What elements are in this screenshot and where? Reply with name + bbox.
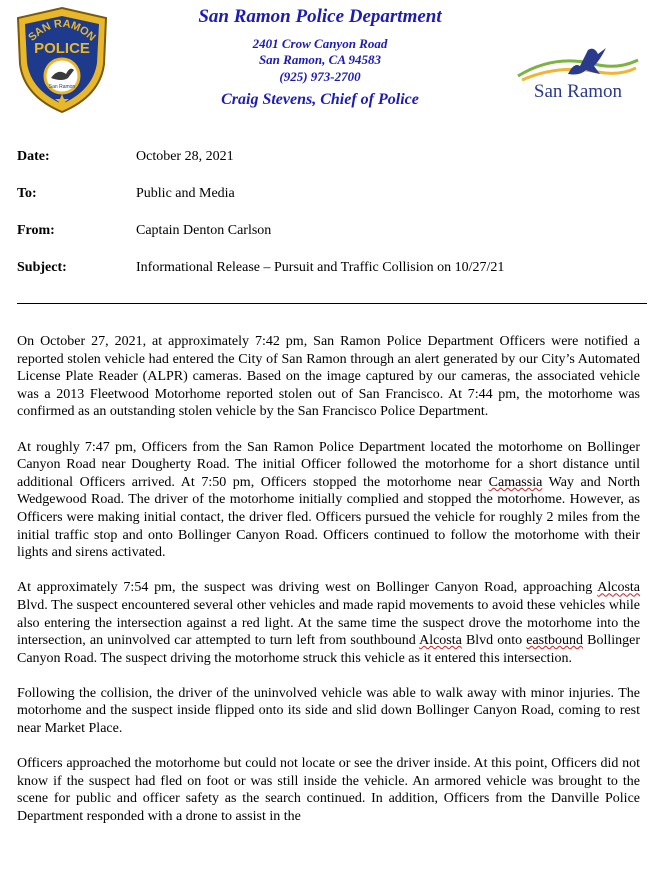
letterhead — [0, 0, 657, 120]
paragraph-1: On October 27, 2021, at approximately 7:42 pm, San Ramon Police Department Officers were notified a reported stolen vehicle had entered the City of San Ramon through an alert generated by our City’s Automated License Plate Reader (ALPR) cameras. Based on the image captured by our cameras, the associated vehicle was a 2013 Fleetwood Motorhome reported stolen out of San Francisco. At 7:44 pm, the motorhome was confirmed as an outstanding stolen vehicle by the San Francisco Police Department. — [17, 334, 640, 420]
from-label: From: — [17, 223, 55, 238]
phone-number: (925) 973-2700 — [279, 69, 361, 84]
address-line-2: San Ramon, CA 94583 — [258, 52, 382, 67]
street-name-alcosta-2: Alcosta — [419, 633, 462, 649]
memo-date-row — [17, 144, 647, 181]
date-label: Date: — [17, 149, 50, 164]
to-value: Public and Media — [136, 186, 235, 201]
release-body — [17, 333, 640, 843]
date-value: October 28, 2021 — [136, 149, 234, 164]
subject-label: Subject: — [17, 260, 67, 275]
badge-inner-text: San Ramon — [48, 84, 76, 90]
memo-from-row — [17, 218, 647, 255]
divider — [17, 303, 647, 304]
paragraph-2-part-a: At roughly 7:47 pm, Officers from the San Ramon Police Department located the motorhome on Bollinger Canyon Road near Dougherty Road. The initial Officer followed the motorhome for a short distance until additional Officers arrived. At 7:50 pm, Officers stopped the motorhome near — [17, 439, 640, 490]
memo-header — [17, 144, 647, 292]
badge-top-text: SAN RAMON — [26, 17, 98, 44]
police-badge-icon — [14, 6, 110, 114]
paragraph-3-part-c: Blvd onto — [461, 633, 527, 649]
badge-main-text: POLICE — [34, 40, 90, 57]
from-value: Captain Denton Carlson — [136, 223, 272, 238]
street-name-alcosta-1: Alcosta — [597, 580, 640, 596]
word-eastbound: eastbound — [526, 633, 584, 649]
city-logo — [514, 40, 642, 102]
street-name-camassia: Camassia — [488, 474, 543, 490]
paragraph-4: Following the collision, the driver of the uninvolved vehicle was able to walk away with minor injuries. The motorhome and the suspect inside flipped onto its side and slid down Bollinger Canyon Road, coming to rest near Market Place. — [17, 685, 640, 737]
chief-of-police: Craig Stevens, Chief of Police — [221, 91, 419, 108]
paragraph-2-part-b: Way and North Wedgewood Road. The driver of the motorhome initially complied and stopped the motorhome. However, as Officers were making initial contact, the driver fled. Officers pursued the vehicle for roughly 2 miles from the initial traffic stop and onto Bollinger Canyon Road. Officers continued to follow the motorhome with their lights and sirens activated. — [17, 474, 640, 561]
paragraph-3-part-b: Blvd. The suspect encountered several other vehicles and made rapid movements to avoid these vehicles while also entering the intersection against a red light. At the same time the suspect drove the motorhome into the intersection, an uninvolved car attempted to turn left from southbound — [17, 597, 640, 649]
to-label: To: — [17, 186, 37, 201]
address-line-1: 2401 Crow Canyon Road — [252, 36, 388, 51]
memo-subject-row — [17, 255, 647, 292]
paragraph-5: Officers approached the motorhome but could not locate or see the driver inside. At this point, Officers did not know if the suspect had fled on foot or was still inside the vehicle. An armored vehicle was brought to the scene for public and officer safety as the search continued. In addition, Officers from the Danville Police Department responded with a drone to assist in the — [17, 756, 640, 825]
paragraph-3 — [17, 579, 640, 667]
subject-value: Informational Release – Pursuit and Traffic Collision on 10/27/21 — [136, 260, 505, 275]
city-logo-text: San Ramon — [533, 81, 623, 102]
paragraph-3-part-d: Bollinger Canyon Road. The suspect driving the motorhome struck this vehicle as it entered this intersection. — [17, 633, 640, 666]
paragraph-3-part-a: At approximately 7:54 pm, the suspect was driving west on Bollinger Canyon Road, approaching — [17, 580, 598, 596]
memo-to-row — [17, 181, 647, 218]
paragraph-2 — [17, 439, 640, 562]
department-title: San Ramon Police Department — [198, 6, 442, 27]
